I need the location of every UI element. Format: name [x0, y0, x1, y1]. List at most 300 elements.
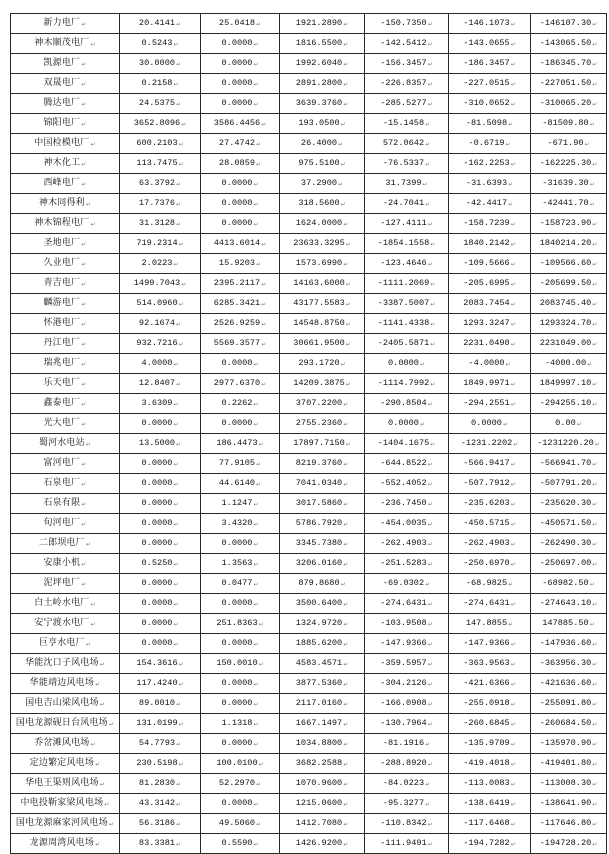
value-cell-col6[interactable]: [531, 754, 607, 774]
value-cell-col2[interactable]: [201, 454, 280, 474]
value-cell-col5[interactable]: [449, 454, 531, 474]
value-cell-col6[interactable]: [531, 154, 607, 174]
value-cell-col1[interactable]: [120, 554, 201, 574]
value-cell-col3[interactable]: [280, 54, 365, 74]
plant-name-cell[interactable]: [11, 294, 120, 314]
value-cell-col1[interactable]: [120, 674, 201, 694]
value-cell-col1[interactable]: [120, 534, 201, 554]
plant-name-cell[interactable]: [11, 834, 120, 854]
value-cell-col5[interactable]: [449, 554, 531, 574]
plant-name-cell[interactable]: [11, 34, 120, 54]
value-cell-col4[interactable]: [365, 354, 449, 374]
value-cell-col3[interactable]: [280, 434, 365, 454]
value-cell-col6[interactable]: [531, 494, 607, 514]
value-text: -566.9417 ↵: [463, 458, 515, 468]
value-cell-col2[interactable]: [201, 814, 280, 834]
value-cell-col2[interactable]: [201, 74, 280, 94]
plant-name-cell[interactable]: [11, 554, 120, 574]
value-cell-col1[interactable]: [120, 254, 201, 274]
value-cell-col4[interactable]: [365, 494, 449, 514]
value-cell-col5[interactable]: [449, 214, 531, 234]
value-cell-col5[interactable]: [449, 494, 531, 514]
value-cell-col5[interactable]: [449, 794, 531, 814]
plant-name-cell[interactable]: [11, 434, 120, 454]
value-cell-col2[interactable]: [201, 694, 280, 714]
value-cell-col6[interactable]: [531, 334, 607, 354]
value-cell-col5[interactable]: [449, 294, 531, 314]
plant-name-cell[interactable]: [11, 74, 120, 94]
value-cell-col6[interactable]: [531, 354, 607, 374]
value-cell-col3[interactable]: [280, 114, 365, 134]
value-cell-col1[interactable]: [120, 474, 201, 494]
value-cell-col6[interactable]: [531, 674, 607, 694]
value-cell-col6[interactable]: [531, 34, 607, 54]
value-cell-col5[interactable]: [449, 314, 531, 334]
value-cell-col2[interactable]: [201, 594, 280, 614]
value-cell-col2[interactable]: [201, 54, 280, 74]
value-text: 2231049.00 ↵: [540, 338, 598, 348]
value-cell-col6[interactable]: [531, 214, 607, 234]
value-cell-col2[interactable]: [201, 114, 280, 134]
value-cell-col1[interactable]: [120, 734, 201, 754]
value-cell-col6[interactable]: [531, 294, 607, 314]
value-cell-col2[interactable]: [201, 494, 280, 514]
value-cell-col2[interactable]: [201, 314, 280, 334]
value-cell-col1[interactable]: [120, 214, 201, 234]
value-cell-col1[interactable]: [120, 694, 201, 714]
value-cell-col2[interactable]: [201, 474, 280, 494]
plant-name-cell[interactable]: [11, 694, 120, 714]
value-cell-col5[interactable]: [449, 334, 531, 354]
plant-name-cell[interactable]: [11, 114, 120, 134]
plant-name-cell[interactable]: [11, 194, 120, 214]
value-cell-col3[interactable]: [280, 254, 365, 274]
value-cell-col5[interactable]: [449, 414, 531, 434]
value-cell-col6[interactable]: [531, 394, 607, 414]
value-cell-col3[interactable]: [280, 414, 365, 434]
plant-name-cell[interactable]: [11, 454, 120, 474]
value-cell-col4[interactable]: [365, 754, 449, 774]
value-cell-col1[interactable]: [120, 654, 201, 674]
value-cell-col3[interactable]: [280, 694, 365, 714]
value-cell-col6[interactable]: [531, 114, 607, 134]
value-cell-col5[interactable]: [449, 774, 531, 794]
value-text: 1293324.70 ↵: [540, 318, 598, 328]
plant-name-cell[interactable]: [11, 394, 120, 414]
value-cell-col5[interactable]: [449, 194, 531, 214]
value-cell-col1[interactable]: [120, 774, 201, 794]
value-cell-col1[interactable]: [120, 634, 201, 654]
value-cell-col3[interactable]: [280, 374, 365, 394]
value-cell-col6[interactable]: [531, 74, 607, 94]
plant-name-cell[interactable]: [11, 754, 120, 774]
value-cell-col4[interactable]: [365, 374, 449, 394]
value-cell-col2[interactable]: [201, 394, 280, 414]
value-cell-col1[interactable]: [120, 414, 201, 434]
plant-name-cell[interactable]: [11, 334, 120, 354]
value-cell-col3[interactable]: [280, 74, 365, 94]
plant-name-cell[interactable]: [11, 254, 120, 274]
value-cell-col2[interactable]: [201, 174, 280, 194]
value-cell-col2[interactable]: [201, 414, 280, 434]
value-cell-col3[interactable]: [280, 474, 365, 494]
value-cell-col1[interactable]: [120, 834, 201, 854]
value-cell-col4[interactable]: [365, 274, 449, 294]
value-cell-col5[interactable]: [449, 374, 531, 394]
value-cell-col3[interactable]: [280, 214, 365, 234]
value-cell-col2[interactable]: [201, 834, 280, 854]
value-cell-col6[interactable]: [531, 694, 607, 714]
value-cell-col2[interactable]: [201, 534, 280, 554]
value-cell-col4[interactable]: [365, 694, 449, 714]
value-cell-col4[interactable]: [365, 394, 449, 414]
value-cell-col2[interactable]: [201, 94, 280, 114]
value-cell-col5[interactable]: [449, 654, 531, 674]
value-cell-col1[interactable]: [120, 34, 201, 54]
value-cell-col2[interactable]: [201, 554, 280, 574]
value-cell-col2[interactable]: [201, 134, 280, 154]
value-cell-col3[interactable]: [280, 294, 365, 314]
value-cell-col2[interactable]: [201, 434, 280, 454]
value-cell-col4[interactable]: [365, 134, 449, 154]
value-cell-col4[interactable]: [365, 54, 449, 74]
value-cell-col3[interactable]: [280, 734, 365, 754]
value-cell-col6[interactable]: [531, 194, 607, 214]
value-cell-col5[interactable]: [449, 834, 531, 854]
value-cell-col3[interactable]: [280, 754, 365, 774]
value-cell-col6[interactable]: [531, 534, 607, 554]
value-cell-col2[interactable]: [201, 354, 280, 374]
value-cell-col3[interactable]: [280, 814, 365, 834]
value-cell-col3[interactable]: [280, 194, 365, 214]
plant-name-cell[interactable]: [11, 674, 120, 694]
value-cell-col5[interactable]: [449, 434, 531, 454]
value-cell-col6[interactable]: [531, 634, 607, 654]
plant-name-cell[interactable]: [11, 614, 120, 634]
value-cell-col4[interactable]: [365, 514, 449, 534]
value-cell-col3[interactable]: [280, 634, 365, 654]
value-cell-col3[interactable]: [280, 314, 365, 334]
value-cell-col1[interactable]: [120, 814, 201, 834]
value-cell-col4[interactable]: [365, 174, 449, 194]
value-cell-col5[interactable]: [449, 734, 531, 754]
value-cell-col2[interactable]: [201, 794, 280, 814]
value-cell-col4[interactable]: [365, 214, 449, 234]
value-cell-col4[interactable]: [365, 774, 449, 794]
value-cell-col5[interactable]: [449, 574, 531, 594]
value-cell-col4[interactable]: [365, 334, 449, 354]
value-cell-col1[interactable]: [120, 514, 201, 534]
value-cell-col1[interactable]: [120, 494, 201, 514]
value-cell-col4[interactable]: [365, 34, 449, 54]
value-cell-col5[interactable]: [449, 674, 531, 694]
value-cell-col4[interactable]: [365, 414, 449, 434]
value-cell-col3[interactable]: [280, 34, 365, 54]
value-cell-col4[interactable]: [365, 614, 449, 634]
value-cell-col3[interactable]: [280, 794, 365, 814]
value-cell-col5[interactable]: [449, 234, 531, 254]
value-cell-col6[interactable]: [531, 434, 607, 454]
plant-name-cell[interactable]: [11, 634, 120, 654]
value-cell-col1[interactable]: [120, 614, 201, 634]
value-cell-col5[interactable]: [449, 254, 531, 274]
value-cell-col4[interactable]: [365, 654, 449, 674]
value-cell-col5[interactable]: [449, 154, 531, 174]
value-cell-col4[interactable]: [365, 554, 449, 574]
value-cell-col4[interactable]: [365, 574, 449, 594]
value-cell-col3[interactable]: [280, 174, 365, 194]
value-cell-col6[interactable]: [531, 834, 607, 854]
value-cell-col5[interactable]: [449, 134, 531, 154]
value-cell-col1[interactable]: [120, 394, 201, 414]
value-cell-col4[interactable]: [365, 734, 449, 754]
value-cell-col1[interactable]: [120, 354, 201, 374]
value-cell-col3[interactable]: [280, 14, 365, 34]
value-cell-col6[interactable]: [531, 94, 607, 114]
value-cell-col5[interactable]: [449, 174, 531, 194]
value-cell-col5[interactable]: [449, 614, 531, 634]
value-cell-col3[interactable]: [280, 134, 365, 154]
value-cell-col4[interactable]: [365, 114, 449, 134]
plant-name-cell[interactable]: [11, 314, 120, 334]
value-cell-col4[interactable]: [365, 594, 449, 614]
value-cell-col5[interactable]: [449, 694, 531, 714]
value-cell-col6[interactable]: [531, 274, 607, 294]
plant-name-cell[interactable]: [11, 814, 120, 834]
value-cell-col3[interactable]: [280, 654, 365, 674]
value-cell-col2[interactable]: [201, 674, 280, 694]
value-cell-col2[interactable]: [201, 234, 280, 254]
value-text: -2405.5871 ↵: [378, 338, 436, 348]
value-cell-col2[interactable]: [201, 34, 280, 54]
value-cell-col5[interactable]: [449, 74, 531, 94]
plant-name-cell[interactable]: [11, 174, 120, 194]
value-cell-col6[interactable]: [531, 374, 607, 394]
value-cell-col2[interactable]: [201, 374, 280, 394]
value-cell-col3[interactable]: [280, 714, 365, 734]
value-cell-col1[interactable]: [120, 594, 201, 614]
value-cell-col2[interactable]: [201, 214, 280, 234]
value-cell-col6[interactable]: [531, 714, 607, 734]
value-cell-col6[interactable]: [531, 554, 607, 574]
value-cell-col1[interactable]: [120, 294, 201, 314]
value-cell-col1[interactable]: [120, 374, 201, 394]
value-cell-col2[interactable]: [201, 734, 280, 754]
value-cell-col2[interactable]: [201, 714, 280, 734]
plant-name-cell[interactable]: [11, 774, 120, 794]
value-cell-col3[interactable]: [280, 834, 365, 854]
value-cell-col3[interactable]: [280, 554, 365, 574]
value-cell-col1[interactable]: [120, 434, 201, 454]
value-cell-col5[interactable]: [449, 714, 531, 734]
value-cell-col4[interactable]: [365, 234, 449, 254]
value-cell-col3[interactable]: [280, 274, 365, 294]
plant-name-cell[interactable]: [11, 734, 120, 754]
value-cell-col4[interactable]: [365, 294, 449, 314]
value-cell-col6[interactable]: [531, 734, 607, 754]
value-cell-col3[interactable]: [280, 594, 365, 614]
value-cell-col5[interactable]: [449, 274, 531, 294]
value-cell-col3[interactable]: [280, 494, 365, 514]
value-cell-col5[interactable]: [449, 94, 531, 114]
value-cell-col3[interactable]: [280, 234, 365, 254]
plant-name-cell[interactable]: [11, 154, 120, 174]
value-cell-col3[interactable]: [280, 574, 365, 594]
value-cell-col6[interactable]: [531, 594, 607, 614]
value-cell-col6[interactable]: [531, 474, 607, 494]
value-cell-col2[interactable]: [201, 574, 280, 594]
value-cell-col2[interactable]: [201, 254, 280, 274]
value-cell-col1[interactable]: [120, 574, 201, 594]
value-cell-col1[interactable]: [120, 154, 201, 174]
value-cell-col3[interactable]: [280, 354, 365, 374]
value-cell-col2[interactable]: [201, 294, 280, 314]
value-cell-col1[interactable]: [120, 114, 201, 134]
value-cell-col1[interactable]: [120, 54, 201, 74]
plant-name-cell[interactable]: [11, 14, 120, 34]
value-cell-col6[interactable]: [531, 14, 607, 34]
value-cell-col2[interactable]: [201, 274, 280, 294]
value-cell-col6[interactable]: [531, 54, 607, 74]
value-cell-col3[interactable]: [280, 514, 365, 534]
value-cell-col1[interactable]: [120, 134, 201, 154]
value-cell-col1[interactable]: [120, 14, 201, 34]
value-cell-col4[interactable]: [365, 14, 449, 34]
value-cell-col2[interactable]: [201, 334, 280, 354]
value-cell-col3[interactable]: [280, 394, 365, 414]
value-cell-col1[interactable]: [120, 74, 201, 94]
value-cell-col2[interactable]: [201, 514, 280, 534]
table-row: [11, 534, 607, 554]
plant-name-cell[interactable]: [11, 274, 120, 294]
value-cell-col6[interactable]: [531, 454, 607, 474]
value-cell-col3[interactable]: [280, 154, 365, 174]
plant-name-cell[interactable]: [11, 654, 120, 674]
value-cell-col3[interactable]: [280, 674, 365, 694]
plant-name-cell[interactable]: [11, 374, 120, 394]
value-cell-col6[interactable]: [531, 134, 607, 154]
value-cell-col1[interactable]: [120, 94, 201, 114]
value-cell-col4[interactable]: [365, 194, 449, 214]
value-cell-col5[interactable]: [449, 594, 531, 614]
value-cell-col1[interactable]: [120, 454, 201, 474]
value-cell-col5[interactable]: [449, 514, 531, 534]
value-cell-col6[interactable]: [531, 614, 607, 634]
plant-name-cell[interactable]: [11, 534, 120, 554]
value-cell-col1[interactable]: [120, 194, 201, 214]
plant-name-cell[interactable]: [11, 494, 120, 514]
plant-name-cell[interactable]: [11, 354, 120, 374]
value-cell-col4[interactable]: [365, 834, 449, 854]
value-cell-col3[interactable]: [280, 534, 365, 554]
value-cell-col6[interactable]: [531, 414, 607, 434]
value-cell-col4[interactable]: [365, 634, 449, 654]
value-cell-col4[interactable]: [365, 314, 449, 334]
value-cell-col1[interactable]: [120, 274, 201, 294]
value-cell-col4[interactable]: [365, 794, 449, 814]
plant-name-cell[interactable]: [11, 214, 120, 234]
value-cell-col2[interactable]: [201, 774, 280, 794]
value-cell-col6[interactable]: [531, 574, 607, 594]
plant-name-cell[interactable]: [11, 714, 120, 734]
plant-name-cell[interactable]: [11, 594, 120, 614]
value-cell-col1[interactable]: [120, 314, 201, 334]
plant-name-cell[interactable]: [11, 514, 120, 534]
value-cell-col4[interactable]: [365, 454, 449, 474]
value-cell-col3[interactable]: [280, 454, 365, 474]
value-cell-col6[interactable]: [531, 174, 607, 194]
value-cell-col6[interactable]: [531, 814, 607, 834]
value-cell-col6[interactable]: [531, 514, 607, 534]
value-cell-col4[interactable]: [365, 94, 449, 114]
value-cell-col2[interactable]: [201, 154, 280, 174]
value-cell-col2[interactable]: [201, 654, 280, 674]
plant-name-cell[interactable]: [11, 234, 120, 254]
value-cell-col4[interactable]: [365, 534, 449, 554]
plant-name-cell[interactable]: [11, 134, 120, 154]
value-cell-col4[interactable]: [365, 674, 449, 694]
value-cell-col6[interactable]: [531, 654, 607, 674]
plant-name-cell[interactable]: [11, 414, 120, 434]
value-cell-col1[interactable]: [120, 794, 201, 814]
value-cell-col5[interactable]: [449, 14, 531, 34]
value-cell-col5[interactable]: [449, 754, 531, 774]
value-cell-col6[interactable]: [531, 234, 607, 254]
value-cell-col2[interactable]: [201, 634, 280, 654]
value-cell-col5[interactable]: [449, 474, 531, 494]
value-cell-col1[interactable]: [120, 234, 201, 254]
value-cell-col6[interactable]: [531, 254, 607, 274]
value-cell-col4[interactable]: [365, 154, 449, 174]
value-cell-col3[interactable]: [280, 334, 365, 354]
value-cell-col6[interactable]: [531, 314, 607, 334]
value-cell-col1[interactable]: [120, 334, 201, 354]
value-cell-col3[interactable]: [280, 94, 365, 114]
value-cell-col5[interactable]: [449, 354, 531, 374]
value-cell-col2[interactable]: [201, 754, 280, 774]
value-cell-col5[interactable]: [449, 54, 531, 74]
value-cell-col4[interactable]: [365, 254, 449, 274]
value-cell-col1[interactable]: [120, 714, 201, 734]
value-cell-col2[interactable]: [201, 614, 280, 634]
plant-name-text: 国电龙源麻家河风电场 ↵: [16, 817, 114, 827]
value-cell-col5[interactable]: [449, 394, 531, 414]
value-cell-col4[interactable]: [365, 74, 449, 94]
value-cell-col5[interactable]: [449, 114, 531, 134]
value-cell-col6[interactable]: [531, 794, 607, 814]
value-cell-col2[interactable]: [201, 194, 280, 214]
value-cell-col5[interactable]: [449, 814, 531, 834]
value-cell-col1[interactable]: [120, 174, 201, 194]
value-cell-col3[interactable]: [280, 774, 365, 794]
value-cell-col3[interactable]: [280, 614, 365, 634]
plant-name-cell[interactable]: [11, 574, 120, 594]
plant-name-cell[interactable]: [11, 794, 120, 814]
value-cell-col4[interactable]: [365, 814, 449, 834]
value-cell-col5[interactable]: [449, 534, 531, 554]
value-cell-col4[interactable]: [365, 714, 449, 734]
value-cell-col5[interactable]: [449, 34, 531, 54]
value-cell-col6[interactable]: [531, 774, 607, 794]
value-cell-col1[interactable]: [120, 754, 201, 774]
plant-name-cell[interactable]: [11, 474, 120, 494]
value-cell-col4[interactable]: [365, 474, 449, 494]
plant-name-cell[interactable]: [11, 94, 120, 114]
value-cell-col4[interactable]: [365, 434, 449, 454]
value-cell-col2[interactable]: [201, 14, 280, 34]
plant-name-cell[interactable]: [11, 54, 120, 74]
value-cell-col5[interactable]: [449, 634, 531, 654]
